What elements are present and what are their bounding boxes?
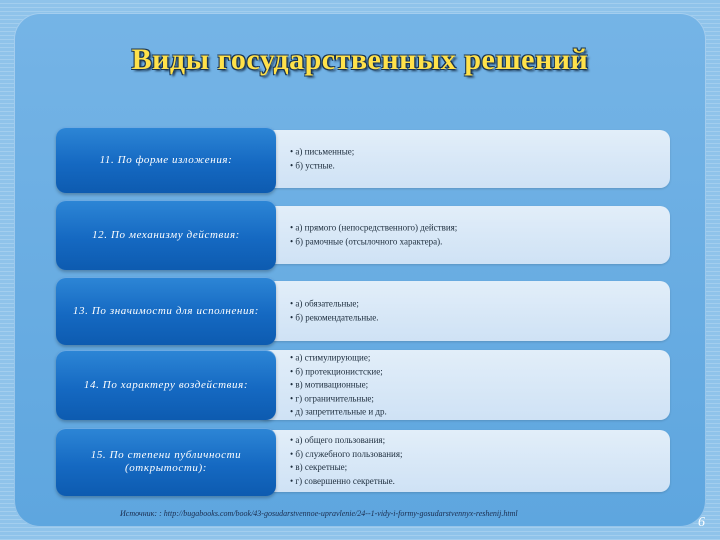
source-link[interactable]: Источник: : http://bugabooks.com/book/43-gosudarstvennoe-upravlenie/24--1-vidy-i-formy-gosudarstvennyx-reshenij.html [120,509,518,518]
page-title: Виды государственных решений [131,43,589,76]
category-content-box [256,430,670,492]
list-item: • г) совершенно секретные. [290,475,403,489]
category-label-box [56,350,276,420]
category-content-box [256,281,670,341]
category-label-box [56,428,276,496]
category-items [290,298,378,325]
category-content-box [256,206,670,264]
category-label: 13. По значимости для исполнения: [72,304,260,317]
list-item: • г) ограничительные; [290,392,387,406]
list-item: • а) стимулирующие; [290,351,387,365]
category-items [290,434,403,488]
list-item: • в) секретные; [290,461,403,475]
list-item: • а) общего пользования; [290,434,403,448]
category-items [290,351,387,419]
page-number: 6 [698,515,705,530]
category-row [56,281,670,341]
category-row [56,130,670,188]
list-item: • б) протекционистские; [290,365,387,379]
list-item: • б) рамочные (отсылочного характера). [290,235,457,249]
category-label-box [56,127,276,193]
category-row [56,430,670,492]
category-label: 11. По форме изложения: [99,153,233,166]
list-item: • в) мотивационные; [290,378,387,392]
category-label: 14. По характеру воздействия: [83,378,249,391]
category-content-box [256,130,670,188]
category-items [290,146,354,173]
category-label: 12. По механизму действия: [92,228,240,241]
list-item: • д) запретительные и др. [290,405,387,419]
category-label-box [56,277,276,345]
list-item: • а) письменные; [290,146,354,160]
category-row [56,350,670,420]
category-row [56,206,670,264]
list-item: • б) служебного пользования; [290,448,403,462]
list-item: • б) устные. [290,159,354,173]
category-content-box [256,350,670,420]
list-item: • б) рекомендательные. [290,311,378,325]
category-items [290,222,457,249]
list-item: • а) обязательные; [290,298,378,312]
category-label-box [56,200,276,270]
category-label: 15. По степени публичности (открытости): [90,449,242,474]
list-item: • а) прямого (непосредственного) действия; [290,222,457,236]
